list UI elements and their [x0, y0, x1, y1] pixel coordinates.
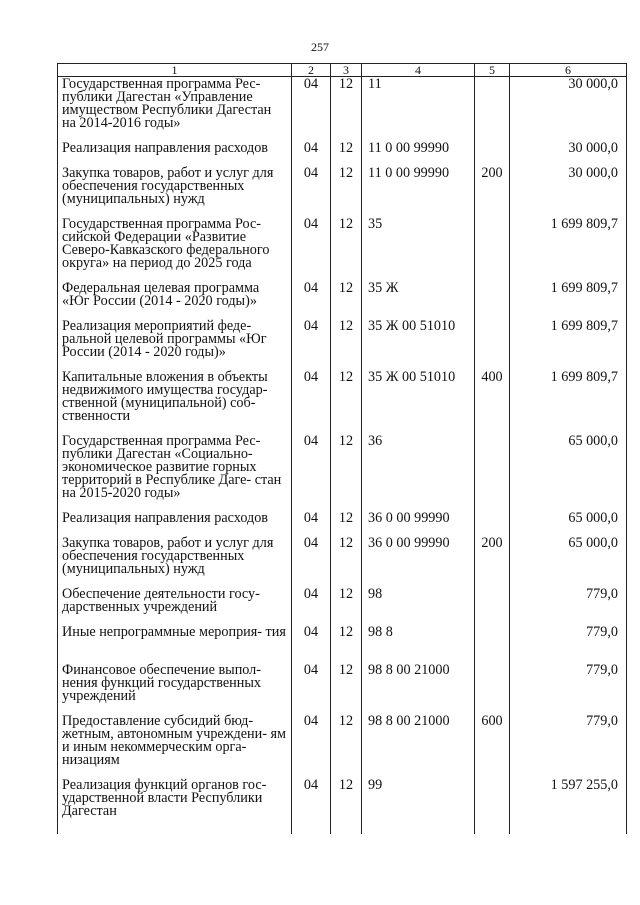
row-type: [475, 511, 510, 536]
row-name: Реализация направления расходов: [62, 509, 269, 526]
row-subsection: 12: [331, 319, 362, 370]
row-name: Реализация мероприятий феде- ральной целевой программы «Юг России (2014 - 2020 годы)»: [62, 317, 267, 360]
row-subsection: 12: [331, 141, 362, 166]
row-code: 11 0 00 99990: [362, 166, 475, 217]
row-sum: 30 000,0: [510, 77, 627, 141]
row-type: [475, 141, 510, 166]
row-name: Предоставление субсидий бюд- жетным, автономным учреждени- ям и иным некоммерческим орга- низациям: [62, 712, 286, 768]
row-subsection: 12: [331, 77, 362, 141]
row-name: Государственная программа Рес- публики Дагестан «Социально- экономическое развитие горных территорий в Республике Даге- стан на 2015-2020 годы»: [62, 432, 282, 501]
row-type: [475, 434, 510, 511]
row-subsection: 12: [331, 217, 362, 281]
row-section: 04: [292, 370, 331, 434]
table-row: [58, 281, 627, 319]
row-subsection: 12: [331, 281, 362, 319]
row-name: Государственная программа Рес- публики Дагестан «Управление имуществом Республики Дагестан на 2014-2016 годы»: [62, 76, 272, 131]
row-type: [475, 217, 510, 281]
row-subsection: 12: [331, 663, 362, 714]
page-number: 257: [311, 40, 329, 54]
row-type: [475, 587, 510, 625]
row-sum: 1 699 809,7: [510, 217, 627, 281]
row-sum: 779,0: [510, 625, 627, 663]
table-row: [58, 511, 627, 536]
row-code: 11 0 00 99990: [362, 141, 475, 166]
table-row: [58, 141, 627, 166]
row-section: 04: [292, 77, 331, 141]
row-sum: 30 000,0: [510, 166, 627, 217]
table-row: [58, 370, 627, 434]
row-code: 35: [362, 217, 475, 281]
row-code: 98 8 00 21000: [362, 714, 475, 778]
row-name: Государственная программа Рос- сийской Федерации «Развитие Северо-Кавказского федерального округа» на период до 2025 года: [62, 215, 270, 271]
row-name: Федеральная целевая программа «Юг России (2014 - 2020 годы)»: [62, 279, 260, 309]
row-subsection: 12: [331, 511, 362, 536]
header-row: [58, 64, 627, 77]
row-code: 35 Ж: [362, 281, 475, 319]
row-type: 200: [475, 536, 510, 587]
row-section: 04: [292, 714, 331, 778]
row-name: Обеспечение деятельности госу- дарственных учреждений: [62, 585, 260, 615]
row-type: 200: [475, 166, 510, 217]
row-code: 11: [362, 77, 475, 141]
row-section: 04: [292, 141, 331, 166]
row-section: 04: [292, 319, 331, 370]
row-section: 04: [292, 281, 331, 319]
row-sum: 1 699 809,7: [510, 281, 627, 319]
row-subsection: 12: [331, 625, 362, 663]
row-type: 600: [475, 714, 510, 778]
row-type: [475, 625, 510, 663]
row-name: Капитальные вложения в объекты недвижимого имущества государ- ственной (муниципальной) соб- ственности: [62, 368, 268, 424]
row-code: 99: [362, 778, 475, 834]
row-type: [475, 663, 510, 714]
table-row: [58, 778, 627, 834]
budget-table: [57, 63, 627, 834]
row-sum: 1 597 255,0: [510, 778, 627, 834]
row-sum: 65 000,0: [510, 434, 627, 511]
column-header: 2: [292, 64, 331, 77]
row-subsection: 12: [331, 434, 362, 511]
row-code: 35 Ж 00 51010: [362, 319, 475, 370]
row-section: 04: [292, 511, 331, 536]
column-header: 3: [331, 64, 362, 77]
table-row: [58, 714, 627, 778]
row-code: 98 8 00 21000: [362, 663, 475, 714]
row-code: 98 8: [362, 625, 475, 663]
table-row: [58, 77, 627, 141]
row-subsection: 12: [331, 587, 362, 625]
row-section: 04: [292, 217, 331, 281]
table-row: [58, 536, 627, 587]
row-code: 36: [362, 434, 475, 511]
row-name: Реализация направления расходов: [62, 139, 269, 156]
column-header: 4: [362, 64, 475, 77]
row-section: 04: [292, 166, 331, 217]
table-row: [58, 625, 627, 663]
row-subsection: 12: [331, 166, 362, 217]
row-sum: 779,0: [510, 587, 627, 625]
row-section: 04: [292, 663, 331, 714]
table-row: [58, 663, 627, 714]
row-section: 04: [292, 778, 331, 834]
row-sum: 65 000,0: [510, 536, 627, 587]
row-type: [475, 778, 510, 834]
row-section: 04: [292, 536, 331, 587]
column-header: 5: [475, 64, 510, 77]
row-name: Закупка товаров, работ и услуг для обеспечения государственных (муниципальных) нужд: [62, 164, 274, 207]
row-name: Иные непрограммные мероприя- тия: [62, 623, 286, 640]
row-code: 36 0 00 99990: [362, 536, 475, 587]
row-sum: 779,0: [510, 714, 627, 778]
row-type: [475, 281, 510, 319]
row-code: 36 0 00 99990: [362, 511, 475, 536]
row-code: 35 Ж 00 51010: [362, 370, 475, 434]
row-sum: 1 699 809,7: [510, 370, 627, 434]
row-type: [475, 77, 510, 141]
column-header: 6: [510, 64, 627, 77]
row-name: Финансовое обеспечение выпол- нения функций государственных учреждений: [62, 661, 261, 704]
table-row: [58, 319, 627, 370]
row-subsection: 12: [331, 714, 362, 778]
row-sum: 1 699 809,7: [510, 319, 627, 370]
table-row: [58, 587, 627, 625]
row-code: 98: [362, 587, 475, 625]
row-type: 400: [475, 370, 510, 434]
row-subsection: 12: [331, 370, 362, 434]
row-sum: 30 000,0: [510, 141, 627, 166]
row-section: 04: [292, 625, 331, 663]
row-section: 04: [292, 434, 331, 511]
row-section: 04: [292, 587, 331, 625]
row-subsection: 12: [331, 778, 362, 834]
row-subsection: 12: [331, 536, 362, 587]
row-name: Закупка товаров, работ и услуг для обеспечения государственных (муниципальных) нужд: [62, 534, 274, 577]
table-row: [58, 166, 627, 217]
row-sum: 65 000,0: [510, 511, 627, 536]
row-sum: 779,0: [510, 663, 627, 714]
table-row: [58, 217, 627, 281]
row-name: Реализация функций органов гос- ударственной власти Республики Дагестан: [62, 776, 267, 819]
column-header: 1: [58, 64, 292, 77]
table-row: [58, 434, 627, 511]
row-type: [475, 319, 510, 370]
